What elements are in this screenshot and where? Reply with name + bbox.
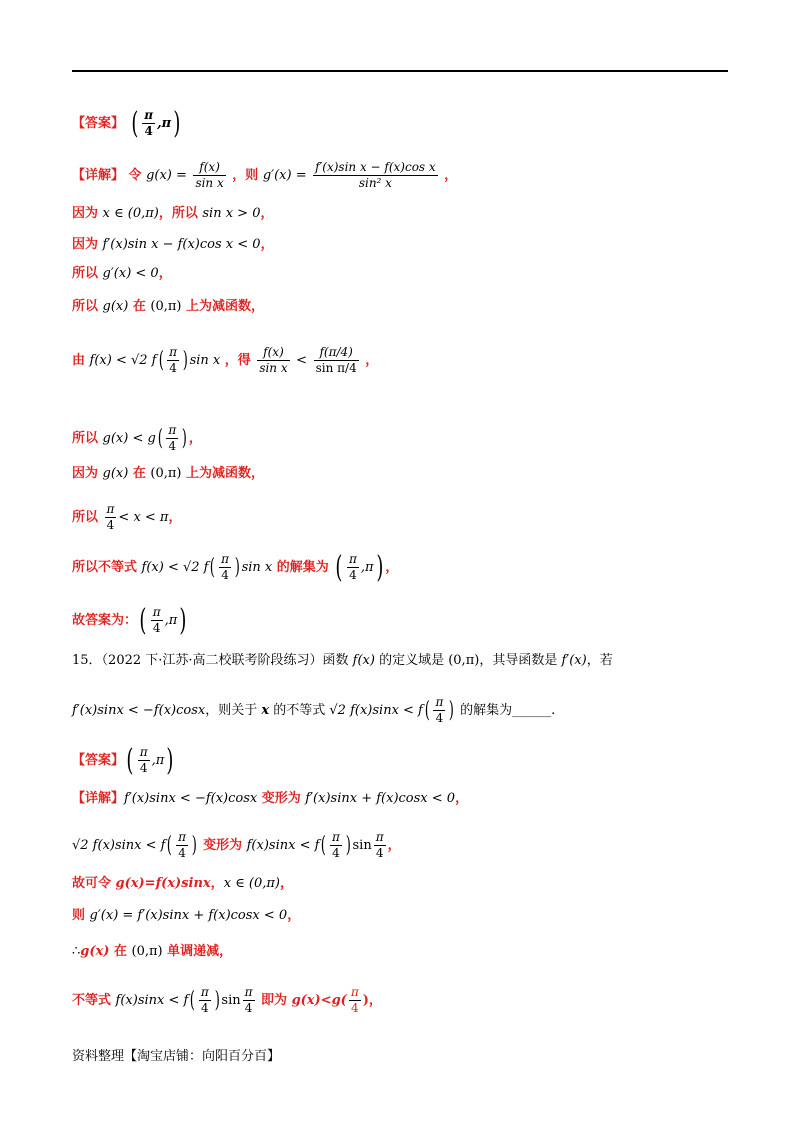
line-12: 故答案为：( $\frac{\pi}{4}$ ,π): [72, 602, 187, 638]
question-15-line2: f′(x)sinx < −f(x)cosx，则关于 x 的不等式 √2 f(x)sinx < f( $\frac{\pi}{4}$ ) 的解集为______.: [72, 695, 556, 725]
math: f(x): [352, 653, 375, 668]
four: 4: [349, 568, 357, 582]
four: 4: [178, 846, 186, 860]
math: f(x) < √2 f: [141, 560, 209, 575]
math: f′(x)sin x − f(x)cos x < 0: [102, 237, 261, 252]
lt: <: [296, 353, 308, 368]
math: x ∈ (0,π): [223, 876, 280, 891]
line-5: [72, 265, 172, 283]
comma: ，: [158, 266, 172, 281]
text: ，其导函数是: [479, 653, 562, 668]
four: 4: [106, 518, 115, 532]
comma: ，: [365, 353, 379, 368]
detail-label: 【详解】: [72, 168, 125, 183]
text: ，则关于: [205, 703, 262, 718]
line-3: [72, 205, 273, 223]
math: f(x)sinx < f: [115, 993, 189, 1008]
text: 上为减函数，: [181, 466, 265, 481]
therefore: ∴: [72, 944, 81, 959]
header-rule: [72, 70, 728, 72]
text: 在: [128, 299, 151, 314]
comma: ，: [444, 168, 458, 183]
four: 4: [144, 124, 153, 138]
answer-label: 【答案】: [72, 116, 125, 131]
comma-pi: ,π: [164, 613, 178, 628]
four: 4: [332, 846, 340, 860]
text: 因为: [72, 466, 103, 481]
math: sin x: [241, 560, 273, 575]
deriv-den: sin² x: [358, 176, 392, 190]
frac-sinx: sin x: [259, 361, 288, 375]
text: 的解集为______.: [455, 703, 556, 718]
math: f′(x)sinx + f(x)cosx < 0: [305, 791, 456, 806]
four: 4: [152, 621, 161, 635]
line-8: 所以 g(x) < g( $\frac{\pi}{4}$ ) ，: [72, 423, 202, 453]
math: g(x) < g: [102, 431, 156, 446]
four: 4: [244, 1001, 253, 1015]
text: ，所以: [158, 206, 203, 221]
pi: π: [375, 830, 384, 844]
deriv-num: f′(x)sin x − f(x)cos x: [315, 160, 436, 174]
line-9: [72, 465, 264, 483]
math: sin: [352, 838, 372, 853]
comma: ，: [280, 876, 294, 891]
sin: sin: [315, 361, 334, 375]
text: 故答案为：: [72, 613, 138, 628]
detail-5: [72, 907, 300, 925]
comma-pi: ,π: [157, 116, 172, 131]
math: √2 f(x)sinx < f: [72, 838, 166, 853]
math: g′(x) < 0: [102, 266, 159, 281]
comma: ，: [260, 237, 274, 252]
pi: π: [139, 745, 148, 759]
pi: π: [168, 423, 177, 437]
comma: ，: [385, 560, 399, 575]
comma: ，: [287, 908, 301, 923]
text: 不等式: [72, 993, 116, 1008]
text-ling: 令: [128, 168, 147, 183]
math: sin x: [189, 353, 221, 368]
math: g(x)=f(x)sinx: [115, 876, 211, 891]
text: 的不等式: [269, 703, 330, 718]
pi: π: [144, 108, 154, 122]
math: f(x) < √2 f: [89, 353, 157, 368]
pi: π: [152, 605, 161, 619]
pi: π: [178, 830, 186, 844]
text: ，: [168, 510, 182, 525]
pi: π: [350, 985, 359, 999]
text: 即为: [256, 993, 292, 1008]
answer-2: 【答案】( $\frac{\pi}{4}$ ,π): [72, 742, 174, 778]
detail-6: [72, 943, 232, 961]
pi: π: [106, 502, 115, 516]
text: )，: [362, 993, 382, 1008]
f: f: [319, 345, 324, 359]
four: 4: [168, 439, 177, 453]
pi: π: [244, 985, 253, 999]
four: 4: [221, 568, 229, 582]
comma-pi: ,π: [360, 560, 374, 575]
math: √2 f(x)sinx < f: [329, 703, 423, 718]
frac-sinx: sin x: [195, 176, 224, 190]
frac-fx: f(x): [257, 345, 289, 361]
detail-2: [72, 790, 468, 808]
comma: ，: [455, 791, 469, 806]
text: 变形为: [198, 838, 247, 853]
pi: π: [169, 345, 177, 359]
detail-7: 不等式 f(x)sinx < f( $\frac{\pi}{4}$ ) sin $\frac{\pi}{4}$ 即为 g(x)<g( $\frac{\pi}{4}$ )，: [72, 985, 382, 1015]
math: g(x)<g(: [291, 993, 347, 1008]
text: ，得: [224, 353, 256, 368]
text: ，若: [586, 653, 613, 668]
detail-4: [72, 875, 293, 893]
four: 4: [139, 761, 148, 775]
text: 所以: [72, 431, 103, 446]
text: 在: [109, 944, 132, 959]
math: (0,π): [150, 299, 182, 314]
text: 上为减函数，: [181, 299, 265, 314]
pi: π: [349, 552, 357, 566]
math: g(x): [80, 944, 110, 959]
var-x: x: [261, 703, 270, 718]
pi: π: [200, 985, 209, 999]
footer: 资料整理【淘宝店铺：向阳百分百】: [72, 1049, 281, 1064]
line-4: [72, 236, 274, 254]
text: 的解集为: [272, 560, 334, 575]
text: 因为: [72, 237, 103, 252]
math: f′(x)sinx < −f(x)cosx: [124, 791, 258, 806]
text: 变形为: [257, 791, 306, 806]
math: sin: [221, 993, 241, 1008]
comma: ，: [387, 838, 401, 853]
text: 因为: [72, 206, 103, 221]
g-prime: g′(x) =: [262, 168, 307, 183]
math: < x < π: [118, 510, 169, 525]
math: (0,π): [131, 944, 163, 959]
comma: ，: [260, 206, 274, 221]
math: g(x): [102, 466, 129, 481]
text: 由: [72, 353, 86, 368]
comma-pi: ,π: [151, 753, 165, 768]
math: g(x): [102, 299, 129, 314]
text: 所以不等式: [72, 560, 142, 575]
g-def: g(x) =: [146, 168, 187, 183]
math: f′(x)sinx < −f(x)cosx: [72, 703, 206, 718]
text: 15．（2022 下·江苏·高二校联考阶段练习）函数: [72, 653, 353, 668]
text: 所以: [72, 299, 103, 314]
text-ze: ，则: [232, 168, 263, 183]
comma: ，: [188, 431, 202, 446]
text: 所以: [72, 266, 103, 281]
line-10: [72, 502, 182, 533]
detail-3: √2 f(x)sinx < f( $\frac{\pi}{4}$ ) 变形为 f(x)sinx < f( $\frac{\pi}{4}$ ) sin $\frac{\pi}{4}$ ，: [72, 830, 401, 860]
four: 4: [375, 846, 384, 860]
answer-label: 【答案】: [72, 753, 125, 768]
detail-1: [72, 160, 457, 191]
text: 在: [128, 466, 151, 481]
text: 故可令: [72, 876, 116, 891]
math: f′(x): [561, 653, 587, 668]
line-6: [72, 298, 264, 316]
frac-fx: f(x): [193, 160, 225, 176]
pi: π: [435, 695, 444, 709]
text: ，: [210, 876, 224, 891]
pi: π: [332, 830, 340, 844]
text: 单调递减，: [162, 944, 233, 959]
question-15-line1: [72, 652, 613, 670]
math: (0,π): [150, 466, 182, 481]
math: g′(x) = f′(x)sinx + f(x)cosx < 0: [89, 908, 288, 923]
detail-label: 【详解】: [72, 791, 125, 806]
math: f(x)sinx < f: [246, 838, 320, 853]
four: 4: [350, 1001, 359, 1015]
line-7: 由 f(x) < √2 f( $\frac{\pi}{4}$ ) sin x ，得 $\frac{f(x)}{\text{sin x}}$ < $\frac{f(\pi/4)}{\text{sin π/4}}$ ，: [72, 345, 379, 375]
pi: π: [221, 552, 229, 566]
line-11: 所以不等式 f(x) < √2 f( $\frac{\pi}{4}$ ) sin x 的解集为 ( $\frac{\pi}{4}$ ,π) ，: [72, 549, 399, 585]
four: 4: [435, 711, 444, 725]
math: sin x > 0: [202, 206, 261, 221]
math: x ∈ (0,π): [102, 206, 159, 221]
four: 4: [201, 1001, 209, 1015]
text: 所以: [72, 510, 103, 525]
math: (0,π): [448, 653, 480, 668]
text: 的定义域是: [374, 653, 449, 668]
text: 则: [72, 908, 90, 923]
four: 4: [169, 361, 177, 375]
answer-1: 【答案】 ( $\frac{\pi}{4}$ ,π): [72, 105, 181, 141]
